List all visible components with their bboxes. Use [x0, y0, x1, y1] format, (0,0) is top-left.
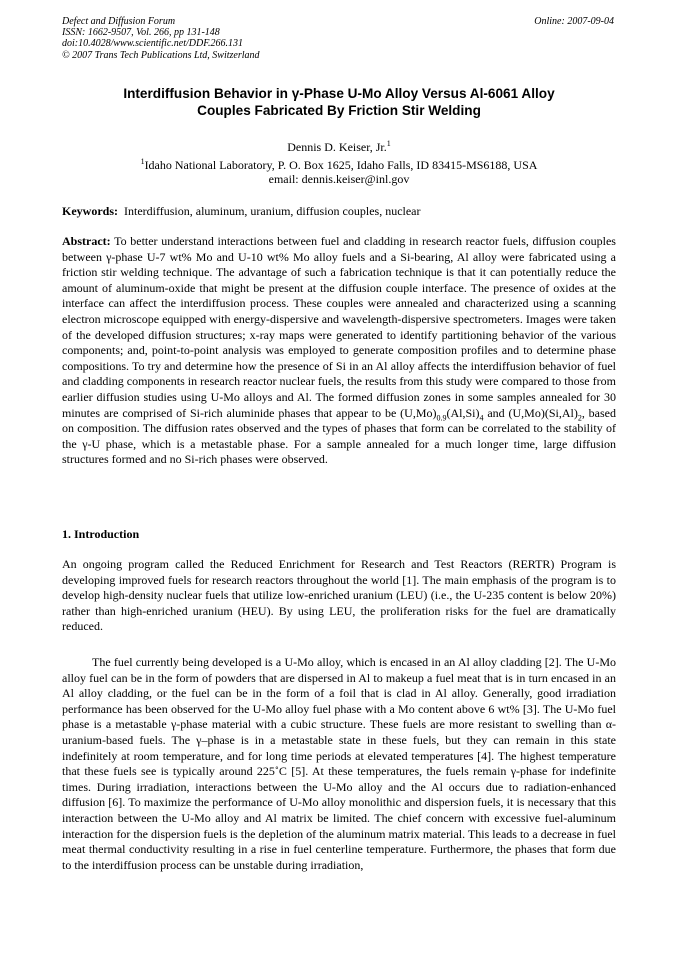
- author-email[interactable]: email: dennis.keiser@inl.gov: [268, 172, 410, 187]
- journal-doi[interactable]: doi:10.4028/www.scientific.net/DDF.266.131: [62, 38, 244, 50]
- journal-name: Defect and Diffusion Forum: [62, 16, 176, 27]
- section-heading-introduction: 1. Introduction: [62, 527, 140, 541]
- author-line: [62, 137, 616, 155]
- keywords: [62, 204, 616, 218]
- title-line-2: Couples Fabricated By Friction Stir Welding: [197, 103, 481, 118]
- paper-title: [62, 85, 616, 119]
- intro-paragraph-2: [62, 655, 616, 873]
- keywords-label: Keywords:: [62, 204, 118, 218]
- abstract-sub-1: 0.9: [436, 412, 447, 422]
- abstract-sub-3: 2: [577, 412, 582, 422]
- abstract: [62, 234, 616, 468]
- abstract-label: Abstract:: [62, 234, 111, 248]
- abstract-sub-2: 4: [479, 412, 484, 422]
- abstract-text-d: , based on composition. The diffusion rates observed and the types of phases that form can be correlated to the stability of the γ-U phase, which is a metastable phase. For a sample annealed for a much longer time, large diffusion structures formed and no Si-rich phases were observed.: [62, 405, 616, 467]
- author-name: Dennis D. Keiser, Jr.: [287, 140, 387, 154]
- intro-paragraph-2-text: The fuel currently being developed is a U-Mo alloy, which is encased in an Al alloy cladding [2]. The U-Mo alloy fuel can be in the form of powders that are dispersed in Al to makeup a fuel meat that is in turn encased in an Al alloy cladding, or the fuel can be in the form of a foil that is clad in Al alloy. Generally, good irradiation performance has been observed for the U-Mo alloy fuel phase with a Mo content above 6 wt% [3]. The U-Mo fuel phase is a metastable γ-phase material with a cubic structure. These fuels are more resistant to swelling than α-uranium-based fuels. The γ–phase is in a metastable state in these fuels, but they can remain in this state indefinitely at room temperature, and for long time periods at elevated temperatures [4]. The highest temperature that these fuels see is typically around 225˚C [5]. At these temperatures, the fuels remain γ-phase for indefinite times. During irradiation, interactions between the U-Mo alloy and the Al occurs due to radiation-enhanced diffusion [6]. To maximize the performance of U-Mo alloy monolithic and dispersion fuels, it is necessary that this interaction between the U-Mo alloy and Al matrix be limited. The chief concern with excessive fuel-aluminum interaction for the dispersion fuels is the depletion of the aluminum matrix material. This leads to a decrease in fuel meat thermal conductivity resulting in a rise in fuel centerline temperature. Furthermore, the phases that form due to the interdiffusion process can be unstable during irradiation,: [62, 655, 616, 872]
- keywords-text: Interdiffusion, aluminum, uranium, diffusion couples, nuclear: [124, 204, 421, 218]
- author-block: [62, 137, 616, 187]
- journal-copyright: © 2007 Trans Tech Publications Ltd, Switzerland: [62, 49, 260, 61]
- author-sup: 1: [386, 139, 391, 148]
- abstract-text-c: and (U,Mo)(Si,Al): [483, 405, 578, 420]
- affiliation-sup: 1: [140, 156, 145, 166]
- online-date: Online: 2007-09-04: [534, 16, 614, 27]
- journal-issn: ISSN: 1662-9507, Vol. 266, pp 131-148: [62, 27, 220, 39]
- abstract-text-b: (Al,Si): [446, 405, 480, 420]
- abstract-text-a: To better understand interactions between fuel and cladding in research reactor fuels, diffusion couples between γ-phase U-7 wt% Mo and U-10 wt% Mo alloy fuels and a Si-bearing, Al alloy were fabricated using a friction stir welding technique. The advantage of such a fabrication technique is that it can potentially reduce the amount of aluminum-oxide that might be present at the diffusion couple interface. The presence of oxides at the interface can affect the interdiffusion process. These couples were annealed and characterized using a scanning electron microscope equipped with energy-dispersive and wavelength-dispersive spectrometers. Images were taken of the developed diffusion structures; x-ray maps were generated to identify partitioning behavior of the various components; and, point-to-point analysis was employed to generate composition profiles and to determine phase compositions. To try and determine how the presence of Si in an Al alloy affects the interdiffusion behavior of fuel and cladding components in research reactor nuclear fuels, the results from this study were compared to those from earlier diffusion studies using U-Mo alloys and Al. The formed diffusion zones in some samples annealed for 30 minutes are comprised of Si-rich aluminide phases that appear to be (U,Mo): [62, 234, 616, 420]
- affiliation: Idaho National Laboratory, P. O. Box 1625, Idaho Falls, ID 83415-MS6188, USA: [144, 157, 538, 172]
- title-line-1: Interdiffusion Behavior in γ-Phase U-Mo Alloy Versus Al-6061 Alloy: [123, 86, 555, 101]
- affiliation-line: [62, 155, 616, 173]
- intro-paragraph-1: An ongoing program called the Reduced Enrichment for Research and Test Reactors (RERTR) Program is developing improved fuels for research reactors throughout the world [1]. The main emphasis of the program is to develop high-density nuclear fuels that utilize low-enriched uranium (LEU) (i.e., the U-235 content is below 20%) rather than high-enriched uranium (HEU). By using LEU, the proliferation risks for the fuel are dramatically reduced.: [62, 557, 616, 634]
- journal-header: [62, 16, 260, 61]
